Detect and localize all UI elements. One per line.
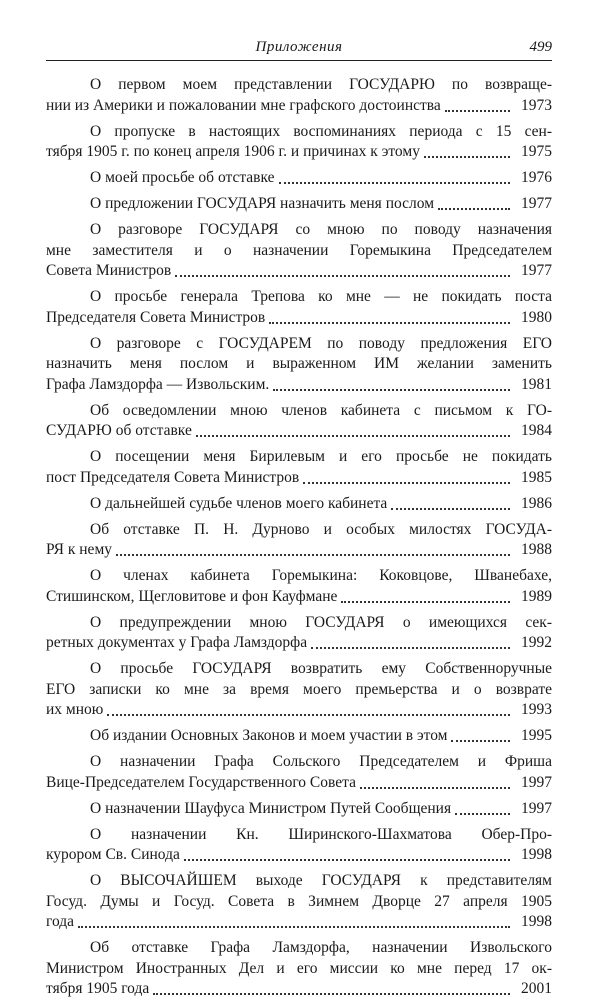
toc-entry-page: 1992 [521, 634, 552, 651]
toc-entry-line [46, 938, 552, 959]
toc-entry-line [46, 334, 552, 355]
toc-entry-line [46, 75, 552, 96]
toc-entry-text: О разговоре с ГОСУДАРЕМ по поводу предложения ЕГО [90, 334, 552, 352]
toc-entry [46, 726, 552, 747]
toc-entry-line [46, 142, 552, 163]
toc-entry [46, 566, 552, 607]
toc-entry-text: О назначении Шауфуса Министром Путей Сообщения [90, 799, 452, 817]
toc-entry [46, 938, 552, 1000]
toc-entry-line [46, 122, 552, 143]
toc-entry [46, 287, 552, 328]
toc-entry-line [46, 912, 552, 933]
dot-leader [107, 714, 510, 716]
toc-entry-page: 1995 [521, 727, 552, 744]
toc-entry-text: Об отставке П. Н. Дурново и особых милостях ГОСУДА- [90, 520, 552, 538]
toc-entry-line [46, 979, 552, 1000]
toc-entry-text: Госуд. Думы и Госуд. Совета в Зимнем Дворце 27 апреля 1905 [46, 892, 552, 910]
toc-entry-line [46, 680, 552, 701]
toc-entry-page: 1998 [521, 846, 552, 863]
toc-entry-text: тября 1905 г. по конец апреля 1906 г. и причинах к этому [46, 143, 420, 160]
toc-entry [46, 75, 552, 116]
toc-entry-text: назначить меня послом и выраженном ИМ желании заменить [46, 355, 552, 372]
toc-entry-page: 1997 [521, 799, 552, 817]
dot-leader [279, 182, 510, 184]
toc-entry-line [46, 540, 552, 561]
toc-entry [46, 168, 552, 189]
dot-leader [341, 601, 510, 603]
toc-entry-text: О разговоре ГОСУДАРЯ со мною по поводу назначения [90, 221, 552, 238]
toc-entry-text: нии из Америки и пожаловании мне графского достоинства [46, 96, 441, 114]
toc-entry-line [46, 566, 552, 587]
toc-entry-text: О просьбе генерала Трепова ко мне — не покидать поста [90, 288, 552, 305]
toc-entry-line [46, 726, 552, 747]
toc-entry-page: 1984 [521, 422, 552, 439]
toc-entry-line [46, 468, 552, 489]
toc-entry-page: 2001 [521, 980, 552, 997]
toc-entry-line [46, 633, 552, 654]
toc-entry-line [46, 659, 552, 680]
dot-leader [360, 787, 510, 789]
toc-entry-text: мне заместителя и о назначении Горемыкина Председателем [46, 241, 552, 259]
toc-entry [46, 447, 552, 488]
toc-entry-line [46, 959, 552, 980]
dot-leader [273, 389, 510, 391]
toc-entry-text: Графа Ламздорфа — Извольским. [46, 375, 270, 393]
toc-entry-text: О моей просьбе об отставке [90, 169, 275, 186]
dot-leader [269, 322, 510, 324]
toc-entry-text: О пропуске в настоящих воспоминаниях периода с 15 сен- [90, 122, 552, 140]
toc-entry-text: О ВЫСОЧАЙШЕМ выходе ГОСУДАРЯ к представителям [90, 872, 552, 889]
toc-entry-text: курором Св. Синода [46, 846, 180, 863]
toc-entry [46, 401, 552, 442]
toc-entry-text: СУДАРЮ об отставке [46, 422, 192, 439]
toc-entry-line [46, 375, 552, 396]
toc-entry-text: ЕГО записки ко мне за время моего премьерства и о возврате [46, 680, 552, 698]
toc-entry-page: 1973 [521, 96, 552, 114]
toc-entry-page: 1993 [521, 701, 552, 718]
toc-entry-text: Стишинском, Щегловитове и фон Кауфмане [46, 587, 338, 605]
toc-entry-line [46, 241, 552, 262]
toc-entry-page: 1988 [521, 541, 552, 558]
dot-leader [424, 156, 510, 158]
toc-entry-text: О первом моем представлении ГОСУДАРЮ по возвраще- [90, 76, 552, 93]
toc-entry-line [46, 287, 552, 308]
toc-entry-line [46, 587, 552, 608]
toc-entry-text: О назначении Кн. Ширинского-Шахматова Обер-Про- [90, 825, 552, 843]
toc-entry-line [46, 401, 552, 422]
toc-entry [46, 520, 552, 561]
running-header [46, 38, 552, 61]
toc-entry-text: Председателя Совета Министров [46, 308, 266, 326]
toc-entry [46, 613, 552, 654]
toc-entry [46, 334, 552, 396]
dot-leader [175, 275, 510, 277]
toc-entry [46, 871, 552, 933]
toc-entry-page: 1998 [521, 913, 552, 930]
toc-entry-line [46, 825, 552, 846]
dot-leader [438, 208, 510, 210]
toc-entry-text: Об отставке Графа Ламздорфа, назначении Извольского [90, 939, 552, 956]
toc-entry-text: тября 1905 года [46, 980, 150, 997]
dot-leader [78, 926, 510, 928]
toc-entry-line [46, 700, 552, 721]
toc-entry-page: 1975 [521, 143, 552, 160]
running-title: Приложения [255, 39, 343, 55]
page-number: 499 [529, 39, 552, 55]
toc-entry-line [46, 308, 552, 329]
toc-entry-line [46, 494, 552, 515]
toc-entry-line [46, 613, 552, 634]
toc-entry-page: 1980 [521, 308, 552, 326]
toc-entry-page: 1977 [521, 195, 552, 212]
table-of-contents [46, 75, 552, 1005]
toc-entry-line [46, 168, 552, 189]
toc-entry-text: их мною [46, 701, 104, 718]
toc-entry-text: Министром Иностранных Дел и его миссии ко мне перед 17 ок- [46, 959, 552, 977]
toc-entry-text: Об осведомлении мною членов кабинета с письмом к ГО- [90, 401, 552, 419]
toc-entry-page: 1981 [521, 375, 552, 393]
toc-entry-line [46, 261, 552, 282]
toc-entry-line [46, 871, 552, 892]
toc-entry-text: ретных документах у Графа Ламздорфа [46, 634, 308, 651]
toc-entry-page: 1986 [521, 494, 552, 512]
toc-entry-line [46, 892, 552, 913]
toc-entry [46, 825, 552, 866]
toc-entry [46, 220, 552, 282]
dot-leader [391, 508, 510, 510]
toc-entry-text: Совета Министров [46, 262, 172, 279]
toc-entry-text: РЯ к нему [46, 541, 112, 558]
dot-leader [184, 859, 510, 861]
dot-leader [153, 993, 510, 995]
toc-entry-page: 1977 [521, 262, 552, 279]
dot-leader [303, 482, 510, 484]
toc-entry-line [46, 354, 552, 375]
toc-entry [46, 659, 552, 721]
toc-entry-text: О предложении ГОСУДАРЯ назначить меня послом [90, 195, 434, 212]
dot-leader [445, 110, 510, 112]
toc-entry-text: О посещении меня Бирилевым и его просьбе не покидать [90, 448, 552, 465]
toc-entry-text: О назначении Графа Сольского Председателем и Фриша [90, 753, 552, 770]
toc-entry [46, 494, 552, 515]
toc-entry-text: пост Председателя Совета Министров [46, 468, 300, 486]
toc-entry-line [46, 845, 552, 866]
toc-entry [46, 752, 552, 793]
toc-entry-page: 1997 [521, 773, 552, 791]
toc-entry-text: Вице-Председателем Государственного Совета [46, 773, 356, 791]
toc-entry-text: О дальнейшей судьбе членов моего кабинета [90, 494, 388, 512]
toc-entry-line [46, 520, 552, 541]
dot-leader [455, 813, 510, 815]
toc-entry-page: 1989 [521, 587, 552, 605]
toc-entry-line [46, 447, 552, 468]
toc-entry-text: Об издании Основных Законов и моем участии в этом [90, 727, 448, 744]
toc-entry-line [46, 194, 552, 215]
toc-entry-text: О просьбе ГОСУДАРЯ возвратить ему Собственноручные [90, 660, 552, 677]
toc-entry-line [46, 421, 552, 442]
dot-leader [311, 647, 510, 649]
dot-leader [451, 740, 510, 742]
toc-entry-page: 1985 [521, 468, 552, 486]
toc-entry-line [46, 752, 552, 773]
toc-entry-line [46, 96, 552, 117]
toc-entry-text: года [46, 913, 75, 930]
toc-entry-line [46, 220, 552, 241]
dot-leader [116, 554, 510, 556]
toc-entry-page: 1976 [521, 169, 552, 186]
toc-entry-text: О членах кабинета Горемыкина: Коковцове, Шванебахе, [90, 567, 552, 584]
toc-entry [46, 194, 552, 215]
toc-entry-text: О предупреждении мною ГОСУДАРЯ о имеющихся сек- [90, 613, 552, 631]
toc-entry-line [46, 799, 552, 820]
toc-entry [46, 122, 552, 163]
toc-entry [46, 799, 552, 820]
toc-entry-line [46, 773, 552, 794]
dot-leader [196, 435, 510, 437]
